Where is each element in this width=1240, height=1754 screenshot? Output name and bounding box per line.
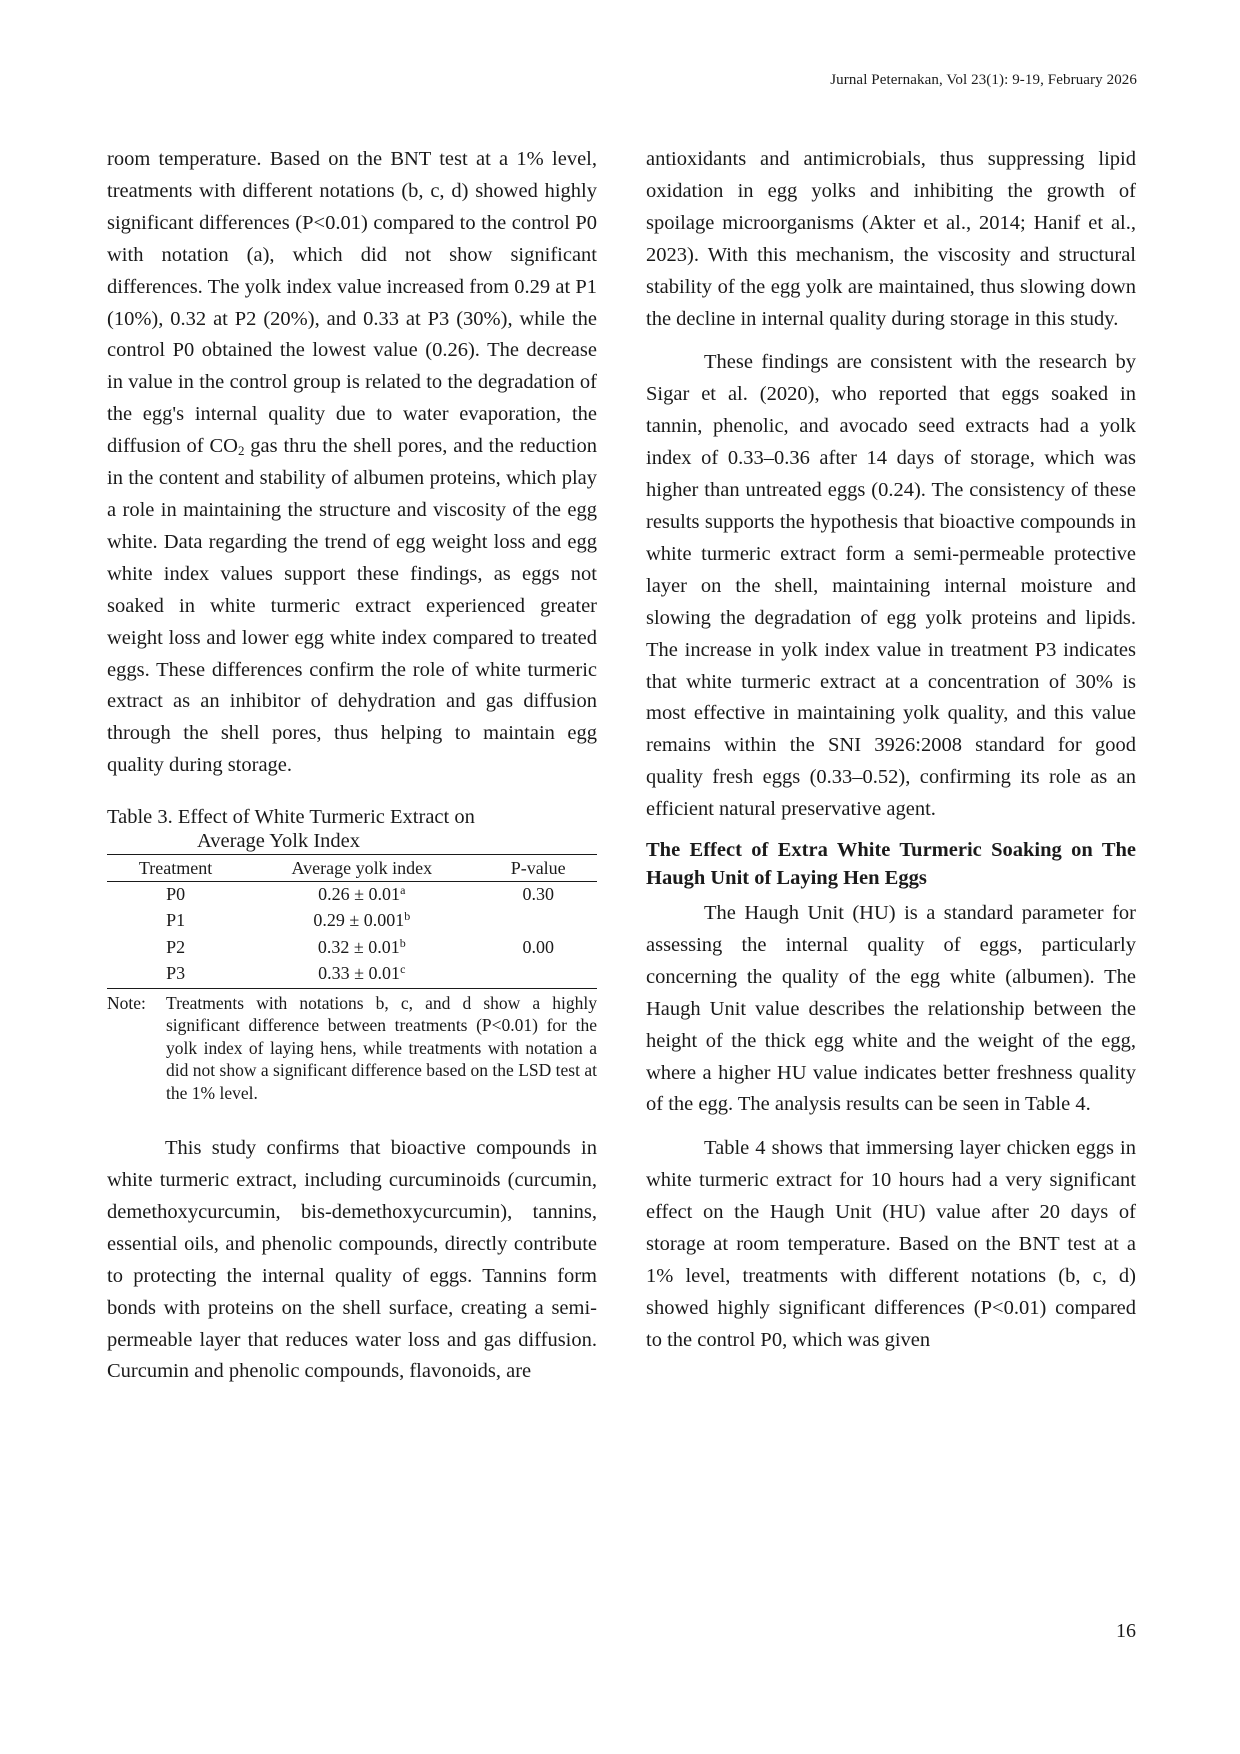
- paragraph-bioactive-compounds: This study confirms that bioactive compounds in white turmeric extract, including curcuminoids (curcumin, demethoxycurcumin, bis-demethoxycurcumin), tannins, essential oils, and phenolic compounds, directly contribute to protecting the internal quality of eggs. Tannins form bonds with proteins on the shell surface, creating a semi-permeable layer that reduces water loss and gas diffusion. Curcumin and phenolic compounds, flavonoids, are: [107, 1137, 597, 1383]
- page-number: 16: [1116, 1620, 1136, 1642]
- paragraph-text: room temperature. Based on the BNT test at a 1% level, treatments with different notations (b, c, d) showed highly significant differences (P<0.01) compared to the control P0 with notation (a), which did not show significant differences. The yolk index value increased from 0.29 at P1 (10%), 0.32 at P2 (20%), and 0.33 at P3 (30%), while the control P0 obtained the lowest value (0.26). The decrease in value in the control group is related to the degradation of the egg's internal quality due to water evaporation, the diffusion of CO: [107, 148, 597, 458]
- table-note: [107, 992, 597, 1105]
- cell-p-value: [479, 961, 597, 988]
- table-caption: [107, 805, 597, 853]
- cell-treatment: P3: [107, 961, 244, 988]
- left-column: [107, 144, 597, 1388]
- cell-treatment: P0: [166, 883, 186, 904]
- cell-yolk-index: [244, 881, 479, 908]
- cell-value: 0.33 ± 0.01: [318, 963, 401, 984]
- cell-treatment: P2: [166, 936, 186, 957]
- significance-letter: b: [404, 909, 411, 924]
- cell-yolk-index: [244, 935, 479, 962]
- table-row: [107, 881, 597, 908]
- column-header-average-yolk-index: Average yolk index: [244, 855, 479, 882]
- table-header-row: [107, 855, 597, 882]
- significance-letter: b: [399, 935, 406, 950]
- column-header-p-value: P-value: [479, 855, 597, 882]
- table-caption-line-2: Average Yolk Index: [197, 830, 361, 853]
- significance-letter: c: [400, 962, 406, 977]
- running-header: Jurnal Peternakan, Vol 23(1): 9-19, February 2026: [830, 72, 1137, 88]
- table-3: [107, 805, 597, 1104]
- cell-p-value: [479, 908, 597, 935]
- table-note-text: Treatments with notations b, c, and d show a highly significant difference between treatments (P<0.01) for the yolk index of laying hens, while treatments with notation a did not show a significant difference based on the LSD test at the 1% level.: [166, 992, 597, 1103]
- paragraph-haugh-unit-intro: The Haugh Unit (HU) is a standard parameter for assessing the internal quality of eggs, particularly concerning the quality of the egg white (albumen). The Haugh Unit value describes the relationship between the height of the thick egg white and the weight of the egg, where a higher HU value indicates better freshness quality of the egg. The analysis results can be seen in Table 4.: [646, 902, 1136, 1116]
- table-row: [107, 935, 597, 962]
- table-note-label: Note:: [107, 992, 146, 1013]
- yolk-index-table: [107, 854, 597, 989]
- cell-yolk-index: [244, 908, 479, 935]
- cell-treatment: P1: [166, 910, 186, 931]
- section-heading: The Effect of Extra White Turmeric Soaking on The Haugh Unit of Laying Hen Eggs: [646, 839, 1136, 890]
- significance-letter: a: [400, 882, 406, 897]
- column-header-treatment: Treatment: [107, 855, 244, 882]
- cell-value: 0.29 ± 0.001: [313, 910, 405, 931]
- paragraph-table-4-results: Table 4 shows that immersing layer chicken eggs in white turmeric extract for 10 hours had a very significant effect on the Haugh Unit (HU) value after 20 days of storage at room temperature. Based on the BNT test at a 1% level, treatments with different notations (b, c, d) showed highly significant differences (P<0.01) compared to the control P0, which was given: [646, 1137, 1136, 1351]
- paragraph-consistent-findings: These findings are consistent with the research by Sigar et al. (2020), who reported that eggs soaked in tannin, phenolic, and avocado seed extracts had a yolk index of 0.33–0.36 after 14 days of storage, which was higher than untreated eggs (0.24). The consistency of these results supports the hypothesis that bioactive compounds in white turmeric extract form a semi-permeable protective layer on the shell, maintaining internal moisture and slowing the degradation of egg yolk proteins and lipids. The increase in yolk index value in treatment P3 indicates that white turmeric extract at a concentration of 30% is most effective in maintaining yolk quality, and this value remains within the SNI 3926:2008 standard for good quality fresh eggs (0.33–0.52), confirming its role as an efficient natural preservative agent.: [646, 351, 1136, 821]
- cell-p-value: 0.30: [522, 883, 554, 904]
- table-row: [107, 908, 597, 935]
- paragraph-antioxidants: antioxidants and antimicrobials, thus suppressing lipid oxidation in egg yolks and inhibiting the growth of spoilage microorganisms (Akter et al., 2014; Hanif et al., 2023). With this mechanism, the viscosity and structural stability of the egg yolk are maintained, thus slowing down the decline in internal quality during storage in this study.: [646, 148, 1136, 330]
- right-column: [646, 144, 1136, 1357]
- cell-p-value: 0.00: [522, 936, 554, 957]
- table-caption-line-1: Table 3. Effect of White Turmeric Extract on: [107, 806, 475, 829]
- paragraph-text-continued: gas thru the shell pores, and the reduction in the content and stability of albumen proteins, which play a role in maintaining the structure and viscosity of the egg white. Data regarding the trend of egg weight loss and egg white index values support these findings, as eggs not soaked in white turmeric extract experienced greater weight loss and lower egg white index compared to treated eggs. These differences confirm the role of white turmeric extract as an inhibitor of dehydration and gas diffusion through the shell pores, thus helping to maintain egg quality during storage.: [107, 435, 597, 777]
- cell-value: 0.26 ± 0.01: [318, 883, 401, 904]
- table-row: [107, 961, 597, 988]
- paragraph-yolk-index-results: [107, 144, 597, 782]
- cell-yolk-index: [244, 961, 479, 988]
- cell-value: 0.32 ± 0.01: [317, 936, 400, 957]
- subscript: 2: [237, 443, 245, 459]
